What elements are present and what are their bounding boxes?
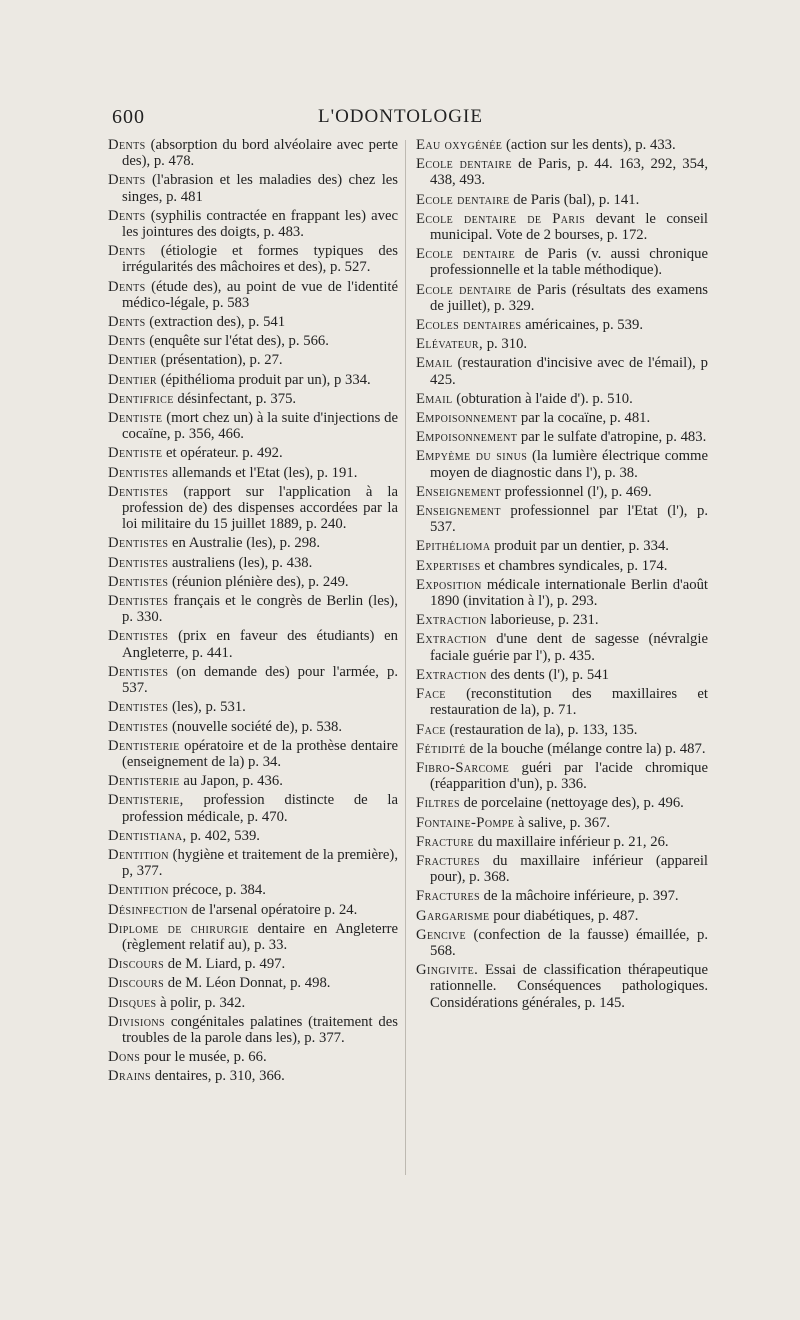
entry-heading: Dentistes [108,699,169,716]
entry-heading: Dentistes [108,535,169,552]
index-column-left [108,137,398,1088]
index-entry [108,1068,398,1084]
index-entry [108,333,398,349]
entry-text: profession distincte de la profession médicale, p. 470. [122,792,399,825]
index-entry [416,429,708,445]
entry-text: congénitales palatines (traitement des troubles de la parole dans les), p. 377. [122,1013,398,1046]
entry-text: (restauration de la), p. 133, 135. [449,721,638,738]
entry-text: (on demande des) pour l'armée, p. 537. [122,663,399,697]
entry-heading: Ecole dentaire [416,191,510,208]
entry-text: guéri par l'acide chromique (réapparition d'un), p. 336. [430,759,708,793]
index-entry [416,612,708,628]
index-entry [416,355,708,387]
entry-heading: Enseignement [416,503,501,520]
entry-heading: Gargarisme [416,907,490,924]
index-entry [108,847,398,879]
entry-text: (les), p. 531. [172,699,246,716]
index-entry [108,956,398,972]
index-entry [416,815,708,831]
index-entry [108,1049,398,1065]
entry-text: (présentation), p. 27. [160,352,283,369]
entry-text: au Japon, p. 436. [183,773,283,790]
index-entry [108,445,398,461]
entry-text: de Paris, p. 44. 163, 292, 354, 438, 493. [430,156,708,189]
entry-heading: Empoisonnement [416,410,518,427]
entry-text: p. 402, 539. [190,827,260,844]
index-entry [416,137,708,153]
index-column-right [416,137,708,1014]
index-entry [416,391,708,407]
entry-heading: Ecoles dentaires [416,317,522,334]
index-entry [108,137,398,169]
entry-heading: Empyème du sinus [416,448,528,465]
entry-heading: Ecole dentaire [416,156,512,173]
entry-text: de M. Léon Donnat, p. 498. [167,975,331,992]
index-entry [108,372,398,388]
entry-heading: Face [416,686,446,703]
entry-text: (épithélioma produit par un), p 334. [160,371,371,388]
entry-text: d'une dent de sagesse (névralgie faciale guérie par l'), p. 435. [430,631,708,664]
entry-text: (confection de la fausse) émaillée, p. 568. [430,926,709,959]
entry-heading: Disques [108,994,157,1011]
entry-text: p. 310. [486,336,528,353]
entry-text: (enquête sur l'état des), p. 566. [149,333,329,350]
entry-heading: Dentition [108,882,169,899]
entry-heading: Enseignement [416,483,501,500]
entry-heading: Dents [108,278,146,295]
entry-text: (rapport sur l'application à la profession de) des dispenses accordées par la loi militaire du 15 juillet 1889, p. 240. [122,483,398,533]
entry-text: (prix en faveur des étudiants) en Angleterre, p. 441. [122,628,399,661]
entry-text: de M. Liard, p. 497. [167,956,286,973]
entry-text: de l'arsenal opératoire p. 24. [191,901,358,918]
entry-heading: Elévateur, [416,336,484,353]
entry-heading: Dentistes [108,554,169,571]
index-entry [108,391,398,407]
entry-heading: Dentistes [108,628,169,645]
entry-heading: Discours [108,975,165,992]
index-entry [108,628,398,660]
entry-heading: Fractures [416,888,480,905]
entry-text: australiens (les), p. 438. [172,554,313,571]
entry-heading: Email [416,390,453,407]
entry-text: des dents (l'), p. 541 [490,666,609,683]
entry-text: par la cocaïne, p. 481. [520,410,651,427]
entry-heading: Filtres [416,795,460,812]
index-entry [416,192,708,208]
entry-heading: Ecole dentaire [416,281,512,298]
index-entry [108,975,398,991]
entry-text: (réunion plénière des), p. 249. [172,573,349,590]
entry-heading: Dents [108,314,146,331]
entry-heading: Dents [108,137,146,153]
entry-heading: Email [416,355,453,372]
entry-text: du maxillaire inférieur p. 21, 26. [477,833,669,850]
index-entry [108,738,398,770]
index-entry [108,535,398,551]
entry-text: à salive, p. 367. [517,814,611,831]
entry-heading: Epithélioma [416,538,491,555]
index-entry [108,1014,398,1046]
entry-heading: Dons [108,1049,141,1066]
entry-heading: Eau oxygénée [416,137,503,153]
entry-heading: Dentier [108,352,157,369]
index-entry [108,664,398,696]
index-entry [416,631,708,663]
entry-text: (mort chez un) à la suite d'injections de cocaïne, p. 356, 466. [122,410,398,443]
index-entry [416,722,708,738]
entry-heading: Dentisterie, [108,792,184,809]
entry-heading: Dentistes [108,663,169,680]
index-entry [416,448,708,480]
index-entry [416,246,708,278]
entry-heading: Gencive [416,926,467,943]
entry-text: de la mâchoire inférieure, p. 397. [483,888,679,905]
index-entry [416,503,708,535]
index-entry [108,279,398,311]
entry-heading: Exposition [416,576,482,593]
index-entry [108,719,398,735]
index-entry [416,908,708,924]
index-entry [108,828,398,844]
index-entry [416,317,708,333]
entry-heading: Diplome de chirurgie [108,920,249,937]
entry-text: dentaire en Angleterre (règlement relatif au), p. 33. [122,920,398,953]
index-entry [108,352,398,368]
entry-heading: Dentistes [108,573,169,590]
entry-heading: Dentier [108,371,157,388]
entry-text: (étiologie et formes typiques des irrégularités des mâchoires et des), p. 527. [122,243,398,276]
entry-text: pour le musée, p. 66. [143,1049,267,1066]
entry-heading: Dentistes [108,593,169,610]
index-entry [108,921,398,953]
entry-text: Essai de classification thérapeutique rationnelle. Conséquences pathologiques. Considérations générales, p. 145. [430,962,708,1011]
index-entry [416,760,708,792]
entry-text: en Australie (les), p. 298. [172,535,321,552]
index-entry [108,593,398,625]
entry-text: opératoire et de la prothèse dentaire (enseignement de la) p. 34. [122,737,398,770]
index-entry [108,792,398,824]
entry-heading: Dentistes [108,464,169,481]
entry-text: de Paris (v. aussi chronique professionnelle et la table méthodique). [430,246,709,279]
index-entry [416,888,708,904]
entry-heading: Fractures [416,852,480,869]
entry-text: laborieuse, p. 231. [490,612,599,629]
entry-text: (action sur les dents), p. 433. [506,137,676,153]
entry-heading: Empoisonnement [416,429,518,446]
entry-text: professionnel (l'), p. 469. [504,483,652,500]
entry-heading: Dentistes [108,718,169,735]
entry-heading: Désinfection [108,901,188,918]
entry-heading: Divisions [108,1013,165,1030]
entry-text: précoce, p. 384. [172,882,266,899]
entry-text: désinfectant, p. 375. [177,390,297,407]
index-entry [108,484,398,533]
entry-heading: Face [416,721,446,738]
entry-text: médicale internationale Berlin d'août 1890 (invitation à l'), p. 293. [430,576,708,610]
index-entry [416,577,708,609]
index-entry [108,243,398,275]
entry-heading: Fontaine-Pompe [416,814,515,831]
index-entry [108,410,398,442]
entry-text: dentaires, p. 310, 366. [154,1068,285,1085]
index-entry [108,555,398,571]
entry-text: (la lumière électrique comme moyen de diagnostic dans l'), p. 38. [430,448,708,481]
index-entry [416,962,708,1011]
index-entry [108,208,398,240]
column-divider [405,140,406,1175]
entry-heading: Dentistiana, [108,827,187,844]
entry-heading: Dents [108,333,146,350]
entry-heading: Dentition [108,846,169,863]
entry-heading: Ecole dentaire de Paris [416,210,586,227]
entry-text: (obturation à l'aide d'). p. 510. [456,390,633,407]
entry-heading: Ecole dentaire [416,246,516,263]
entry-heading: Dents [108,172,146,189]
index-entry [108,314,398,330]
entry-heading: Dentistes [108,483,169,500]
index-entry [108,773,398,789]
index-entry [416,336,708,352]
running-title: L'ODONTOLOGIE [318,106,483,127]
index-entry [416,484,708,500]
index-entry [108,902,398,918]
entry-text: produit par un dentier, p. 334. [494,538,669,555]
index-entry [108,465,398,481]
entry-heading: Dents [108,207,146,224]
entry-heading: Extraction [416,612,487,629]
index-entry [416,795,708,811]
entry-text: (l'abrasion et les maladies des) chez les singes, p. 481 [122,172,399,205]
index-entry [416,410,708,426]
entry-text: professionnel par l'Etat (l'), p. 537. [430,503,708,536]
entry-text: (hygiène et traitement de la première), p, 377. [122,846,398,880]
entry-heading: Dentisterie [108,737,180,754]
entry-heading: Dentiste [108,445,163,462]
index-entry [416,686,708,718]
entry-text: de Paris (résultats des examens de juillet), p. 329. [430,281,709,314]
index-entry [108,172,398,204]
entry-text: devant le conseil municipal. Vote de 2 bourses, p. 172. [430,210,708,244]
entry-text: par le sulfate d'atropine, p. 483. [520,429,707,446]
entry-text: (absorption du bord alvéolaire avec perte des), p. 478. [122,137,398,170]
entry-text: pour diabétiques, p. 487. [493,907,639,924]
entry-text: (nouvelle société de), p. 538. [172,718,343,735]
index-entry [416,282,708,314]
entry-text: du maxillaire inférieur (appareil pour), p. 368. [430,852,709,886]
entry-text: de la bouche (mélange contre la) p. 487. [469,740,706,757]
entry-text: (syphilis contractée en frappant les) avec les jointures des doigts, p. 483. [122,207,398,241]
index-entry [108,574,398,590]
entry-heading: Extraction [416,631,487,648]
index-entry [416,667,708,683]
index-entry [416,538,708,554]
index-entry [416,558,708,574]
index-entry [108,699,398,715]
entry-heading: Expertises [416,557,481,574]
entry-text: (reconstitution des maxillaires et restauration de la), p. 71. [430,686,708,719]
entry-text: à polir, p. 342. [160,994,246,1011]
entry-heading: Fracture [416,833,475,850]
page-number: 600 [112,106,145,128]
entry-heading: Fétidité [416,740,466,757]
page-header [112,106,689,130]
entry-text: de Paris (bal), p. 141. [513,191,640,208]
index-entry [108,995,398,1011]
index-entry [416,156,708,188]
entry-heading: Dentisterie [108,773,180,790]
entry-text: de porcelaine (nettoyage des), p. 496. [463,795,684,812]
index-entry [416,834,708,850]
index-entry [416,853,708,885]
entry-heading: Extraction [416,666,487,683]
entry-text: allemands et l'Etat (les), p. 191. [172,464,358,481]
entry-text: américaines, p. 539. [525,317,644,334]
entry-heading: Dentifrice [108,390,174,407]
entry-heading: Gingivite. [416,962,479,979]
index-entry [416,741,708,757]
entry-text: français et le congrès de Berlin (les), p. 330. [122,593,398,626]
entry-text: et opérateur. p. 492. [166,445,283,462]
entry-text: (étude des), au point de vue de l'identité médico-légale, p. 583 [122,278,399,311]
entry-text: et chambres syndicales, p. 174. [484,557,668,574]
index-entry [416,927,708,959]
index-entry [416,211,708,243]
entry-heading: Fibro-Sarcome [416,759,510,776]
entry-heading: Dents [108,243,146,260]
entry-heading: Drains [108,1068,152,1085]
entry-heading: Discours [108,956,165,973]
entry-text: (restauration d'incisive avec de l'émail), p 425. [430,355,709,388]
entry-text: (extraction des), p. 541 [149,314,286,331]
index-entry [108,882,398,898]
entry-heading: Dentiste [108,410,163,427]
